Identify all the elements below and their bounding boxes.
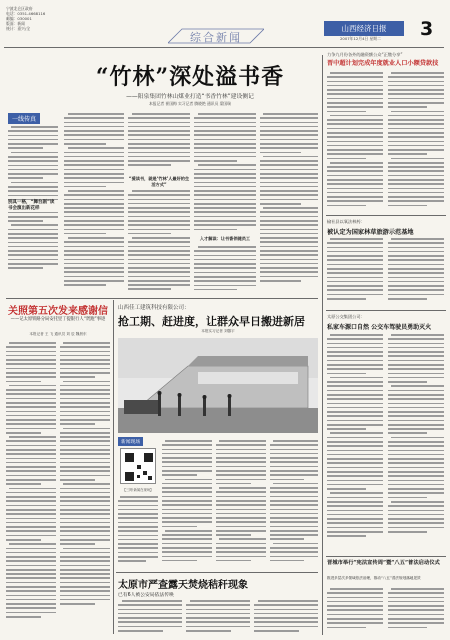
bottom-text-c xyxy=(254,600,318,634)
lead-text-col-4b xyxy=(194,246,256,293)
left-story-headline: 关照第五次发来感谢信 xyxy=(8,306,108,317)
right-top-text-b xyxy=(388,72,444,212)
construction-scene-image xyxy=(118,338,318,433)
right-lower-text-b xyxy=(388,334,444,552)
masthead-info-line: 统计：嘉兴/全 xyxy=(6,26,31,31)
right-rule-3 xyxy=(326,556,446,557)
qr-caption: 【三网·新闻在现场】 xyxy=(122,488,154,492)
right-rule-2 xyxy=(326,310,446,311)
right-mid-kicker: 榆社县以氧法林药： xyxy=(327,219,365,224)
bottom-headline: 太原市严查露天焚烧秸秆现象 xyxy=(118,580,248,591)
right-lower-headline: 私家车源口自然 公交车驾驶员勇助灭火 xyxy=(327,324,432,331)
right-bottom-text-b xyxy=(388,588,444,634)
lead-text-col-3b xyxy=(128,190,190,293)
right-top-text-a xyxy=(327,72,383,212)
page-number: 3 xyxy=(420,18,434,40)
lead-text-col-4 xyxy=(194,113,256,233)
lead-subheading-2: 入才解读：让书香伴随员工 xyxy=(199,236,251,241)
section-name: 综合新闻 xyxy=(190,31,242,44)
right-mid-text-b xyxy=(388,238,444,306)
masthead-info xyxy=(6,6,106,31)
feature-text-b xyxy=(216,440,266,570)
masthead-info-line: 宁波北仑区政府 xyxy=(6,6,33,11)
left-story-rule xyxy=(6,298,318,299)
sidebar-label: 一线传真 xyxy=(8,113,40,124)
feature-photo xyxy=(118,338,318,433)
lead-left-subhead: 别具一格，“舞台剧”读书会演出新花样 xyxy=(8,200,58,212)
feature-text-c xyxy=(270,440,318,570)
feature-text-a xyxy=(162,440,212,570)
left-story-divider xyxy=(113,300,114,634)
bottom-text-a xyxy=(118,600,182,634)
date-line: 2007年12月4日 星期二 xyxy=(340,36,381,41)
masthead-info-line: 电话：0351-4668116 xyxy=(6,11,46,16)
lead-text-col-3 xyxy=(128,113,190,173)
bottom-story-rule xyxy=(116,572,318,573)
lead-headline: “竹林”深处溢书香 xyxy=(95,64,285,90)
bottom-subhead: 已有6人被公安局依法传唤 xyxy=(118,593,174,598)
lead-text-col-5 xyxy=(260,113,318,293)
lead-subheading-1: “爱读书，就是‘竹林’人最好的生活方式” xyxy=(128,176,190,187)
feature-headline: 抢工期、赶进度，让群众早日搬进新居 xyxy=(118,315,305,328)
right-lower-text-a xyxy=(327,334,383,552)
qr-thumbnail xyxy=(120,448,156,484)
feature-byline: 本报实习记者 刘馨宇 xyxy=(201,329,235,333)
masthead-rule xyxy=(4,47,444,48)
feature-text-d xyxy=(118,496,158,570)
right-mid-text-a xyxy=(327,238,383,306)
column-divider xyxy=(322,55,323,635)
qr-code-icon xyxy=(121,449,156,484)
left-story-text-a xyxy=(6,342,56,634)
masthead-info-line: 版面：新闻 xyxy=(6,21,25,26)
right-mid-headline: 被认定为国家林草旅游示范基地 xyxy=(327,229,414,236)
right-lower-kicker: 太原公交集团公司： xyxy=(327,314,365,319)
left-story-byline: 本报记者 王 飞 通讯员 刘 辰 魏晨东 xyxy=(29,332,87,336)
lead-text-col-2 xyxy=(64,113,124,293)
paper-name: 山西经济日报 xyxy=(324,21,404,36)
right-bottom-headline: 晋城市举行“宪法宣传周”暨“八五”普法启动仪式 xyxy=(327,560,440,566)
right-rule-1 xyxy=(326,215,446,216)
section-banner xyxy=(168,28,264,44)
left-story-text-b xyxy=(60,342,110,634)
bottom-text-b xyxy=(186,600,250,634)
lead-byline: 本报记者 崔国梅 实习记者 腾晓艳 通讯员 梁国瑞 xyxy=(149,101,231,106)
right-top-kicker: 力争九月份各外的融资额公众“正缴分享” xyxy=(327,52,403,57)
right-bottom-text-a xyxy=(327,588,383,634)
right-bottom-subhead: 推进多层次多领域依法治理，推动“八五”普法规划落地见效 xyxy=(327,576,421,580)
news-scene-label: 新闻现场 xyxy=(118,437,143,446)
right-top-headline: 晋中超计划完成年度就业人口小额贷款技 xyxy=(327,60,439,67)
masthead-info-line: 邮编：030001 xyxy=(6,16,32,21)
lead-subhead: ——阳泉集团竹林山煤业打造“书香竹林”建设侧记 xyxy=(126,94,254,100)
left-story-subhead: ——记太原铁路分局安托里丁提银行人“贤跑”事迹 xyxy=(10,317,106,322)
feature-kicker: 山西佳工建筑科技有限公司： xyxy=(118,305,190,311)
